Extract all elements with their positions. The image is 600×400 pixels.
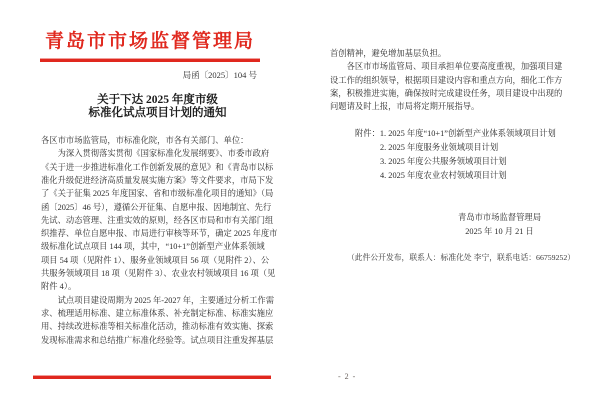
body-line: 各区市市场监管局，市标准化院，市各有关部门、单位： [41,136,249,146]
body-line: 案，积极推进实施，确保按时完成建设任务，项目建设中出现的 [330,88,563,98]
letterhead-rule [40,59,260,62]
attachment-line: 附件：1. 2025 年度“10+1”创新型产业体系领域项目计划 [355,129,556,139]
page-2 [300,0,600,400]
attachment-list [355,127,600,183]
attachment-line: 3. 2025 年度公共服务领域项目计划 [380,157,507,167]
publish-note: （此件公开发布，联系人：标准化处 李宁，联系电话：66759252） [346,253,576,263]
signing-date: 2025 年 10 月 21 日 [465,227,534,237]
body-line: 函〔2025〕46 号），遵循公开征集、自愿申报、因地制宜、先行 [41,202,272,212]
body-line: 求、梳理适用标准、建立标准体系、补充制定标准、标准实施应 [41,308,274,318]
body-line: 首创精神，避免增加基层负担。 [330,49,447,58]
body-line: 附件 4）。 [41,282,77,292]
agency-letterhead: 青岛市市场监督管理局 [44,31,255,52]
body-line: 级标准化试点项目 144 项，其中，“10+1”创新型产业体系领域 [41,242,265,252]
document-title [0,94,300,122]
body-line: 各区市市场监管局、项目承担单位要高度重视，加强项目建 [330,62,563,72]
signing-agency: 青岛市市场监督管理局 [458,213,541,223]
body-line: 设工作的组织领导，根据项目建设内容和重点方向，细化工作方 [330,75,563,85]
body-line: 用、持续改进标准等相关标准化活动，推动标准有效实施、探索 [41,322,274,332]
body-line: 发现标准需求和总结推广标准化经验等。试点项目注重发挥基层 [41,335,274,345]
body-line: 先试、动态管理、注重实效的原则，经各区市局和市有关部门组 [41,215,274,225]
page2-body [300,0,600,113]
body-line: 试点项目建设周期为 2025 年-2027 年，主要通过分析工作需 [41,295,275,305]
page-number: - 2 - [338,372,357,381]
body-line: 共服务领域项目 18 项（见附件 3）、农业农村领域项目 16 项（见 [41,269,276,279]
attachment-line: 2. 2025 年度服务业领域项目计划 [380,143,499,153]
title-line: 关于下达 2025 年度市级 [97,93,218,106]
body-line: 准化升级促进经济高质量发展实施方案》等文件要求，市局下发 [41,175,274,185]
page1-footer-rule [33,376,271,379]
document-number: 局函〔2025〕104 号 [182,69,257,80]
body-line: 了《关于征集 2025 年度国家、省和市级标准化项目的通知》（局 [41,189,274,199]
attachment-line: 4. 2025 年度农业农村领域项目计划 [380,171,507,181]
body-line: 问题请及时上报，市局将定期开展指导。 [330,102,480,112]
body-line: 项目 54 项（见附件 1）、服务业领域项目 56 项（见附件 2）、公 [41,255,270,265]
title-line: 标准化试点项目计划的通知 [88,107,227,120]
body-line: 为深入贯彻落实贯彻《国家标准化发展纲要》、市委市政府 [41,149,270,159]
body-line: 《关于进一步推进标准化工作创新发展的意见》和《青岛市以标 [41,162,274,172]
page1-body [41,134,280,347]
body-line: 织推荐、单位自愿申报、市局进行审核等环节，确定 2025 年度市 [41,229,278,239]
signature-block [458,211,541,239]
